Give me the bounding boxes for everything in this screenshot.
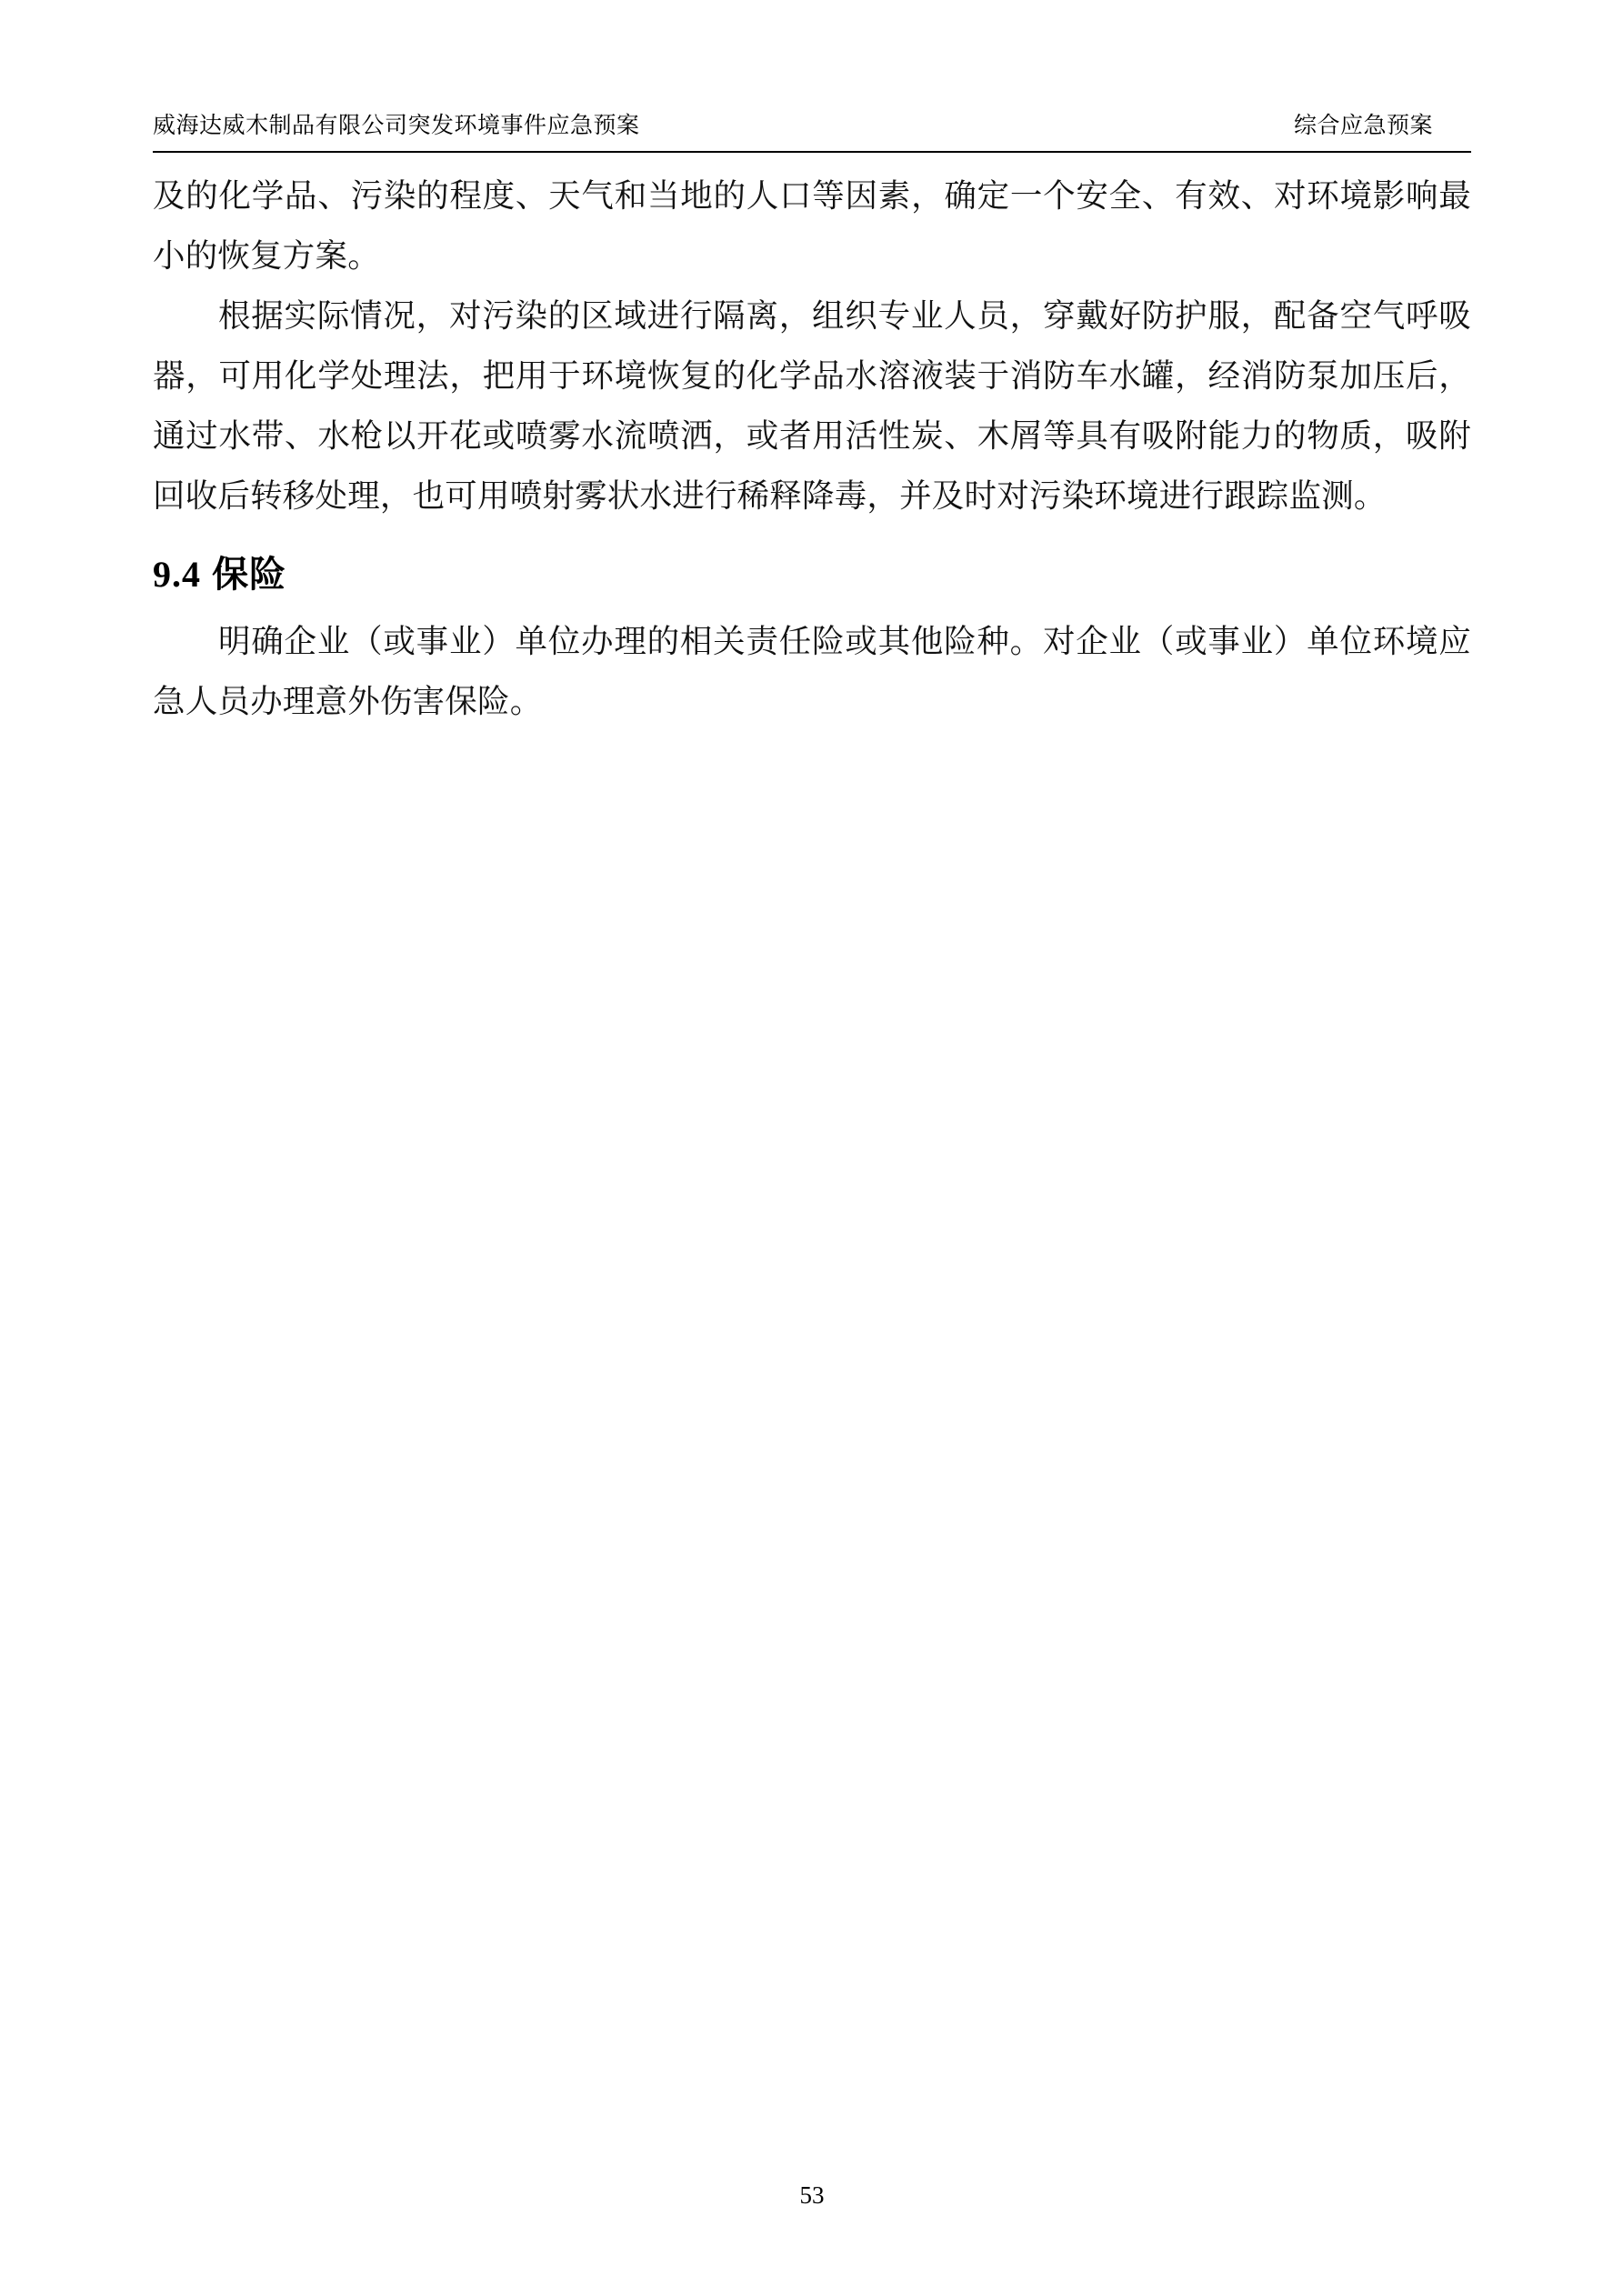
paragraph-continuation: 及的化学品、污染的程度、天气和当地的人口等因素，确定一个安全、有效、对环境影响最小的恢复方案。 [153,177,1471,274]
header-section-title: 综合应急预案 [1293,114,1433,138]
page-footer [153,2181,1471,2210]
section-title: 保险 [212,555,287,595]
paragraph-disposal-measures: 根据实际情况，对污染的区域进行隔离，组织专业人员，穿戴好防护服，配备空气呼吸器，可用化学处理法，把用于环境恢复的化学品水溶液装于消防车水罐，经消防泵加压后，通过水带、水枪以开花或喷雾水流喷洒，或者用活性炭、木屑等具有吸附能力的物质，吸附回收后转移处理，也可用喷射雾状水进行稀释降毒，并及时对污染环境进行跟踪监测。 [153,297,1471,514]
page-number: 53 [799,2181,825,2209]
page-content [153,0,1471,2296]
section-number: 9.4 [153,554,201,595]
header-document-title: 威海达威木制品有限公司突发环境事件应急预案 [153,114,640,138]
page-body [153,165,1471,731]
page-header [153,107,1471,153]
paragraph-insurance: 明确企业（或事业）单位办理的相关责任险或其他险种。对企业（或事业）单位环境应急人员办理意外伤害保险。 [153,623,1471,719]
section-heading-9-4 [153,542,1471,607]
